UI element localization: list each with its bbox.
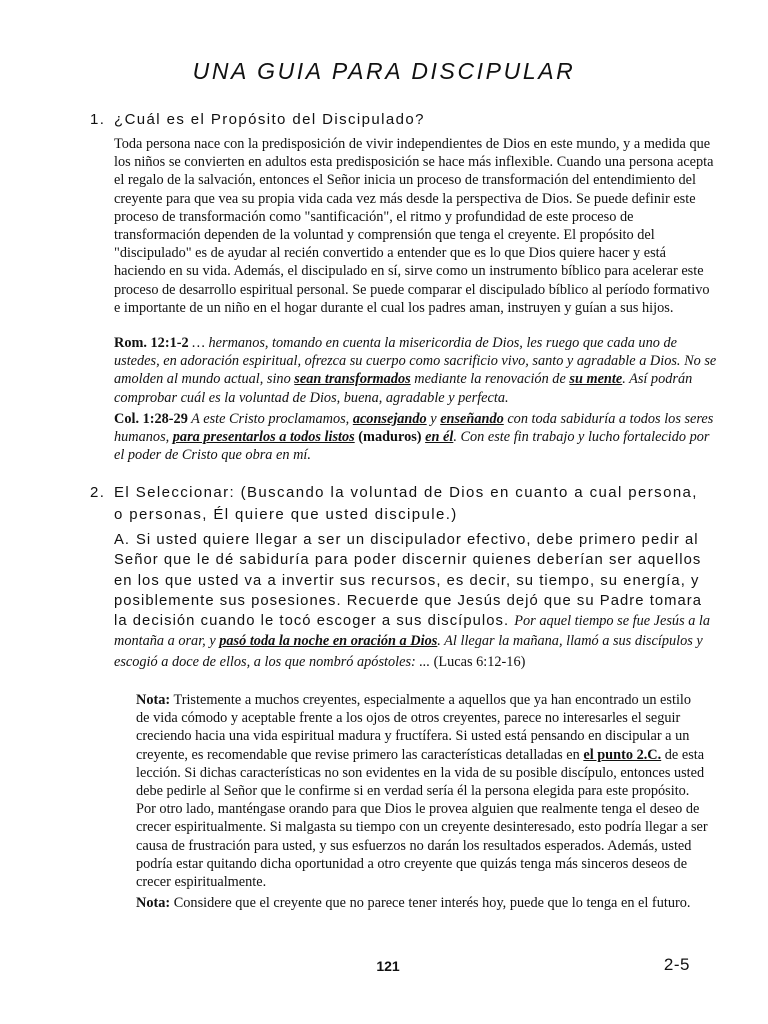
verse-colossians-emphasis-4: en él <box>425 429 454 446</box>
note-1-text-1: Tristemente a muchos creyentes, especialmente a aquellos que ya han encontrado un estilo de vida cómodo y aceptable frente a los ojos de otros creyentes, parece no interesarles el seguir creciendo hacia una vida espiritual madura y fructífera. Si usted está pensando en discipular a un creyente, es recomendable que revise primero las características detalladas en <box>136 692 692 763</box>
section-1-number: 1. <box>90 111 106 128</box>
section-1-paragraph: Toda persona nace con la predisposición de vivir independientes de Dios en este mundo, y a medida que los niños se convierten en adultos esta predisposición se hace más inflexible. Cuando una persona acepta el regalo de la salvación, entonces el Señor inicia un proceso de transformación del entendimiento del creyente para que vea su propia vida cada vez más desde la perspectiva de Dios. Se puede definir este proceso de transformación como "santificación", el ritmo y profundidad de este proceso de transformación dependen de la voluntad y comprensión que tenga el creyente. El propósito del "discipulado" es de ayudar al recién convertido a entender que es lo que Dios quiere hacer y está haciendo en su vida. Además, el discipulado en sí, sirve como un instrumento bíblico para acelerar este proceso de desarrollo espiritual personal. Se puede comparar el discipulado bíblico al período formativo e importante de un niño en el hogar durante el cual los padres aman, instruyen y guían a sus hijos. <box>114 136 714 316</box>
page-number: 121 <box>376 958 400 974</box>
verse-romans-text-1: … hermanos, tomando en cuenta la misericordia de Dios, les ruego que cada uno de ustedes, en adoración espiritual, ofrezca su cuerpo como sacrificio vivo, santo y agradable a Dios. No se amolden al mundo actual, sino <box>114 335 717 388</box>
section-1-heading <box>90 109 730 131</box>
verse-colossians-text-4: (maduros) <box>354 429 426 446</box>
verse-colossians <box>114 410 718 465</box>
section-1-title: ¿Cuál es el Propósito del Discipulado? <box>114 111 425 128</box>
verse-colossians-text-3: con toda sabiduría a todos los seres humanos, <box>114 411 714 446</box>
note-1 <box>136 691 708 891</box>
item-a-quote-1: Por aquel tiempo se fue Jesús a la montaña a orar, y <box>114 613 711 650</box>
page-title: UNA GUIA PARA DISCIPULAR <box>192 58 576 84</box>
section-2-title-line-2: o personas, Él quiere que usted discipule.) <box>114 506 458 523</box>
verse-colossians-text-2: y <box>426 411 441 427</box>
verse-colossians-ref: Col. 1:28-29 <box>114 411 188 427</box>
verse-romans-ref: Rom. 12:1-2 <box>114 335 189 351</box>
verse-romans-emphasis-1: sean transformados <box>294 371 411 388</box>
item-a-quote-2: . Al llegar la mañana, llamó a sus discípulos y escogió a doce de ellos, a los que nombró apóstoles: ... <box>114 633 703 670</box>
note-2 <box>136 894 708 912</box>
note-2-label: Nota: <box>136 895 171 911</box>
verse-romans-text-3: . Así podrán comprobar cuál es la voluntad de Dios, buena, agradable y perfecta. <box>114 371 693 406</box>
item-a-letter: A. <box>114 532 131 548</box>
verse-colossians-emphasis-2: enseñando <box>440 411 504 427</box>
item-a-quote-ref: (Lucas 6:12-16) <box>430 653 526 670</box>
section-2-number: 2. <box>90 484 106 501</box>
verse-colossians-text-1: A este Cristo proclamamos, <box>187 411 353 427</box>
verse-romans <box>114 334 718 407</box>
note-1-label: Nota: <box>136 692 171 708</box>
section-2-heading <box>90 482 730 526</box>
verse-colossians-emphasis-1: aconsejando <box>352 411 427 427</box>
note-2-text: Considere que el creyente que no parece tener interés hoy, puede que lo tenga en el futuro. <box>170 895 691 911</box>
note-1-link: el punto 2.C. <box>583 746 662 763</box>
item-a-text: Si usted quiere llegar a ser un discipulador efectivo, debe primero pedir al Señor que le dé sabiduría para poder discernir quienes deberían ser aquellos en los que usted va a invertir sus recursos, es decir, su tiempo, su energía, y posiblemente sus posesiones. Recuerde que Jesús dejó que su Padre tomara la decisión cuando le tocó escoger a sus discípulos. <box>114 532 703 630</box>
verse-romans-emphasis-2: su mente <box>569 371 623 388</box>
verse-romans-text-2: mediante la renovación de <box>410 371 570 388</box>
item-a-paragraph <box>114 530 718 672</box>
verse-colossians-emphasis-3: para presentarlos a todos listos <box>172 429 355 446</box>
note-1-text-2: de esta lección. Si dichas características no son evidentes en la vida de su posible discípulo, entonces usted debe pedirle al Señor que le confirme si en verdad sería él la persona elegida para este propósito. Por otro lado, manténgase orando para que Dios le provea alguien que realmente tenga el deseo de crecer espiritualmente. Si malgasta su tiempo con un creyente desinteresado, esto podría llegar a ser causa de frustración para usted, y sus esfuerzos no darán los resultados esperados. Además, usted podría estar quitando dicha oportunidad a otro creyente que quizás tenga más sinceros deseos de crecer espiritualmente. <box>136 746 708 891</box>
item-a-quote-emphasis: pasó toda la noche en oración a Dios <box>219 633 438 650</box>
section-2-title-line-1: El Seleccionar: (Buscando la voluntad de Dios en cuanto a cual persona, <box>114 484 698 501</box>
verse-colossians-text-5: . Con este fin trabajo y lucho fortalecido por el poder de Cristo que obra en mí. <box>114 429 710 464</box>
page-code: 2-5 <box>663 955 690 974</box>
